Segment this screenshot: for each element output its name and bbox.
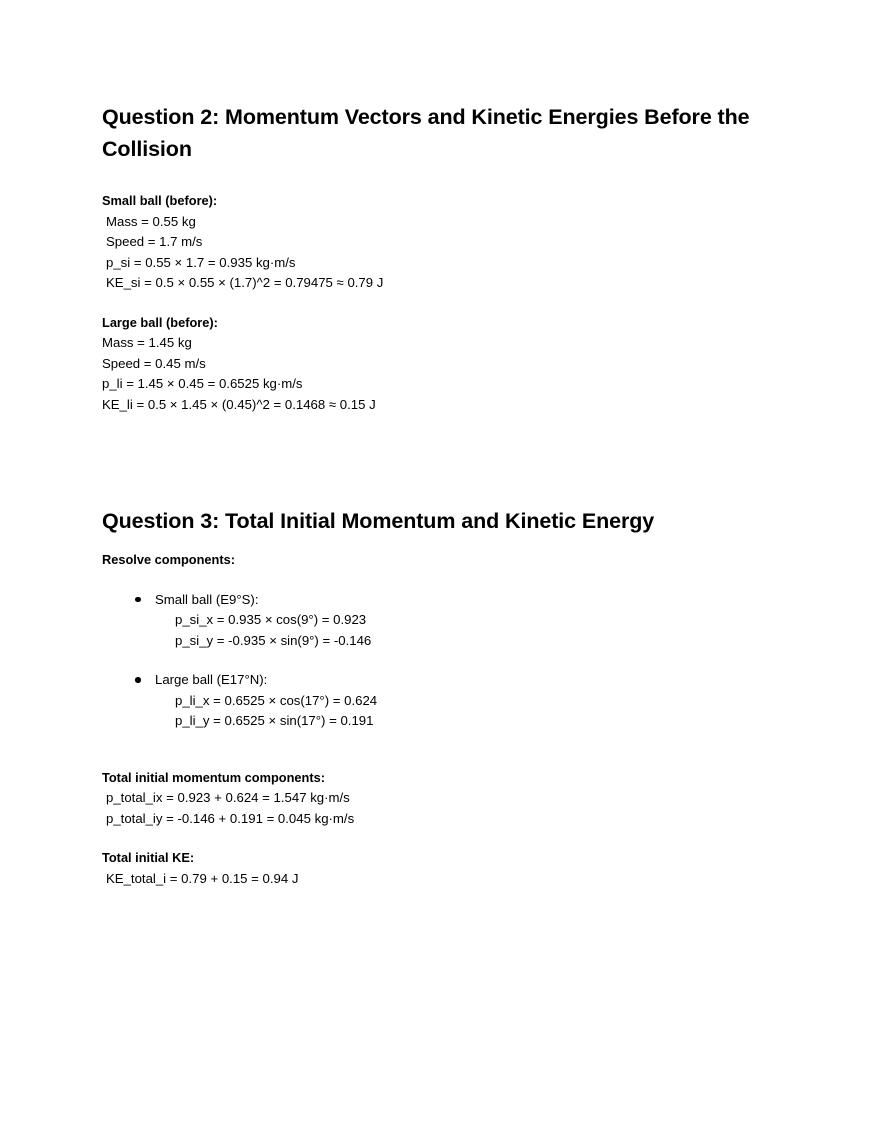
small-ball-ke-line: KE_si = 0.5 × 0.55 × (1.7)^2 = 0.79475 ≈ 0.79 J [106, 275, 384, 290]
small-ball-heading: Small ball (before): [102, 193, 218, 208]
large-ball-momentum-line: p_li = 1.45 × 0.45 = 0.6525 kg·m/s [102, 376, 303, 391]
section-spacer [102, 415, 762, 505]
spacer [102, 829, 762, 848]
list-item [102, 670, 762, 732]
large-ball-px-line: p_li_x = 0.6525 × cos(17°) = 0.624 [175, 692, 378, 708]
total-momentum-y-line: p_total_iy = -0.146 + 0.191 = 0.045 kg·m/s [106, 810, 355, 826]
large-ball-ke-line: KE_li = 0.5 × 1.45 × (0.45)^2 = 0.1468 ≈ 0.15 J [102, 396, 376, 412]
spacer [102, 165, 762, 191]
question-2-heading: Question 2: Momentum Vectors and Kinetic Energies Before the Collision [102, 105, 750, 161]
bullet-dot-icon [135, 677, 141, 683]
small-ball-mass-line: Mass = 0.55 kg [106, 213, 196, 229]
spacer [102, 537, 762, 550]
document-body [102, 101, 762, 889]
resolve-components-list [102, 590, 762, 732]
large-ball-direction-label: Large ball (E17°N): [155, 672, 268, 687]
large-ball-py-line: p_li_y = 0.6525 × sin(17°) = 0.191 [175, 713, 374, 728]
spacer [102, 732, 762, 768]
spacer [102, 294, 762, 313]
large-ball-block [102, 313, 762, 416]
total-momentum-block [102, 768, 762, 830]
list-item [102, 590, 762, 652]
question-3-heading: Question 3: Total Initial Momentum and Kinetic Energy [102, 509, 655, 533]
large-ball-speed-line: Speed = 0.45 m/s [102, 355, 206, 371]
bullet-dot-icon [135, 597, 141, 603]
small-ball-speed-line: Speed = 1.7 m/s [106, 234, 203, 249]
total-momentum-heading: Total initial momentum components: [102, 769, 326, 785]
total-ke-heading: Total initial KE: [102, 850, 195, 865]
small-ball-direction-label: Small ball (E9°S): [155, 591, 259, 607]
total-ke-block [102, 848, 762, 889]
small-ball-block [102, 191, 762, 294]
total-momentum-x-line: p_total_ix = 0.923 + 0.624 = 1.547 kg·m/s [106, 790, 350, 805]
small-ball-px-line: p_si_x = 0.935 × cos(9°) = 0.923 [175, 612, 367, 627]
large-ball-heading: Large ball (before): [102, 314, 218, 330]
spacer [102, 571, 762, 590]
small-ball-py-line: p_si_y = -0.935 × sin(9°) = -0.146 [175, 632, 372, 648]
large-ball-mass-line: Mass = 1.45 kg [102, 335, 192, 350]
total-ke-line: KE_total_i = 0.79 + 0.15 = 0.94 J [106, 870, 299, 886]
resolve-components-heading: Resolve components: [102, 552, 235, 567]
small-ball-momentum-line: p_si = 0.55 × 1.7 = 0.935 kg·m/s [106, 254, 296, 270]
